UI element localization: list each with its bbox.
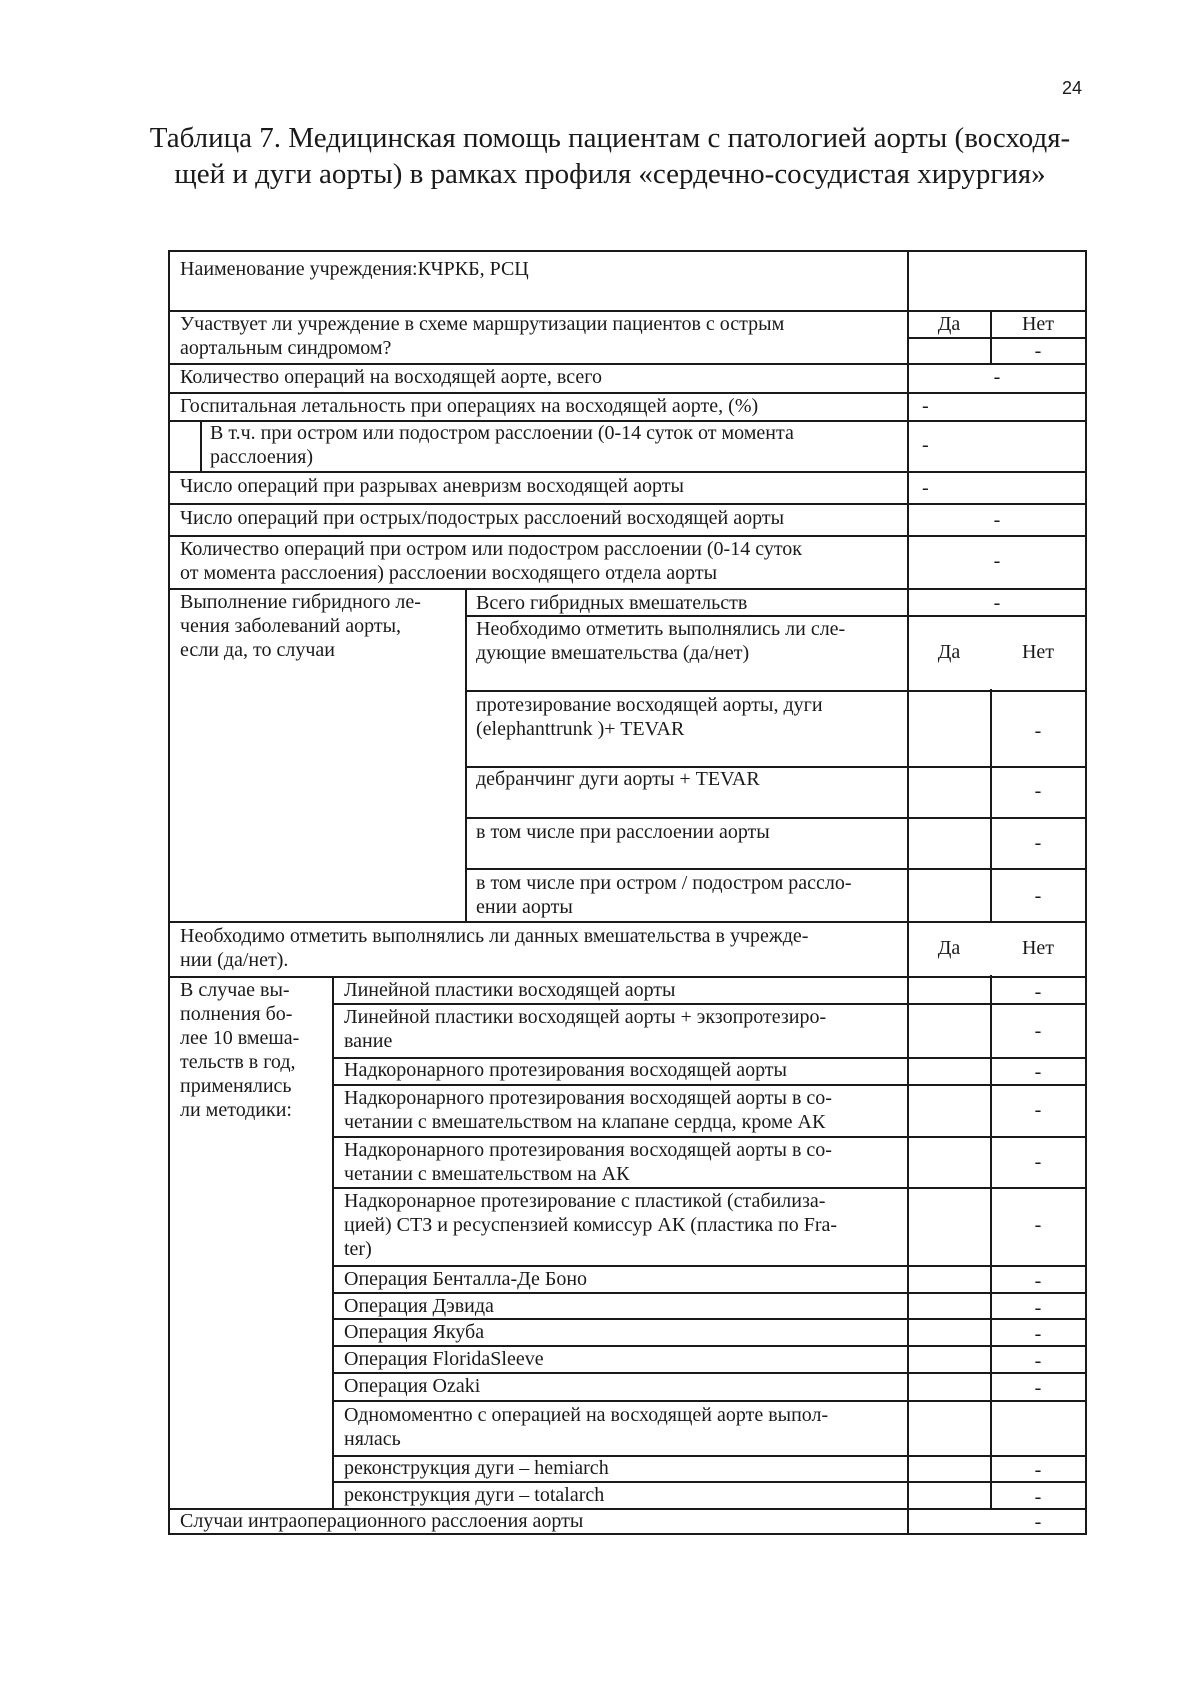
method-1-label: Линейной пластики восходящей аорты bbox=[344, 979, 676, 1001]
method-8-value: - bbox=[1034, 1297, 1042, 1319]
page-number: 24 bbox=[1062, 78, 1083, 98]
hybrid-yes-header: Да bbox=[937, 641, 961, 663]
method-9-label: Операция Якуба bbox=[344, 1321, 485, 1343]
table-border-bottom bbox=[168, 1533, 1086, 1535]
hybrid-label-line-1: Выполнение гибридного ле- bbox=[180, 591, 421, 613]
mortality-label: Госпитальная летальность при операциях на восходящей аорте, (%) bbox=[180, 395, 759, 417]
hybrid-total-label: Всего гибридных вмешательств bbox=[476, 592, 748, 614]
method-6-value: - bbox=[1034, 1214, 1042, 1236]
hybrid-row-3-value: - bbox=[1034, 832, 1042, 854]
method-1-value: - bbox=[1034, 981, 1042, 1003]
hybrid-label-line-2: чения заболеваний аорты, bbox=[180, 615, 402, 637]
needed-line-2: нии (да/нет). bbox=[180, 949, 289, 971]
hybrid-row-4-value: - bbox=[1034, 885, 1042, 907]
routing-yes-header: Да bbox=[937, 313, 961, 335]
method-4-line-2: четании с вмешательством на клапане сердца, кроме АК bbox=[344, 1111, 826, 1133]
hybrid-row-1-line-2: (elephanttrunk )+ TEVAR bbox=[476, 718, 685, 740]
ops-ascending-label: Количество операций на восходящей аорте, всего bbox=[180, 366, 602, 388]
acute-count-value: - bbox=[993, 550, 1001, 572]
page-title bbox=[130, 120, 1090, 192]
method-6-line-1: Надкоронарное протезирование с пластикой (стабилиза- bbox=[344, 1190, 826, 1212]
intraop-label: Случаи интраоперационного расслоения аорты bbox=[180, 1510, 584, 1532]
hybrid-row-1-value: - bbox=[1034, 720, 1042, 742]
acute-count-line-2: от момента расслоения) расслоении восходящего отдела аорты bbox=[180, 562, 718, 584]
method-11-value: - bbox=[1034, 1377, 1042, 1399]
hybrid-row-2-label: дебранчинг дуги аорты + TEVAR bbox=[476, 768, 760, 790]
hybrid-note-line-1: Необходимо отметить выполнялись ли сле- bbox=[476, 618, 846, 640]
method-11-label: Операция Ozaki bbox=[344, 1375, 481, 1397]
hybrid-row-2-value: - bbox=[1034, 780, 1042, 802]
title-line-2: щей и дуги аорты) в рамках профиля «сердечно-сосудистая хирургия» bbox=[174, 158, 1046, 190]
hybrid-total-value: - bbox=[993, 592, 1001, 614]
method-3-value: - bbox=[1034, 1061, 1042, 1083]
methods-label-line-3: лее 10 вмеша- bbox=[180, 1027, 300, 1049]
method-2-line-1: Линейной пластики восходящей аорты + экзопротезиро- bbox=[344, 1006, 827, 1028]
table-border-right bbox=[1085, 250, 1087, 1535]
acute-count-line-1: Количество операций при остром или подостром расслоении (0-14 суток bbox=[180, 538, 803, 560]
hybrid-row-4-line-1: в том числе при остром / подостром рассло- bbox=[476, 872, 852, 894]
rupture-value: - bbox=[922, 477, 929, 499]
method-7-label: Операция Бенталла-Де Боно bbox=[344, 1268, 588, 1290]
table-border-left bbox=[168, 250, 170, 1535]
acute-dissection-label: Число операций при острых/подострых расслоений восходящей аорты bbox=[180, 507, 785, 529]
method-5-value: - bbox=[1034, 1151, 1042, 1173]
method-14-value: - bbox=[1034, 1486, 1042, 1508]
method-12-line-2: нялась bbox=[344, 1428, 401, 1450]
hybrid-note-line-2: дующие вмешательства (да/нет) bbox=[476, 642, 750, 664]
institution-name: Наименование учреждения:КЧРКБ, РСЦ bbox=[180, 258, 529, 280]
method-6-line-3: ter) bbox=[344, 1238, 372, 1260]
methods-label-line-5: применялись bbox=[180, 1075, 292, 1097]
method-5-line-2: четании с вмешательством на АК bbox=[344, 1163, 630, 1185]
hybrid-label-line-3: если да, то случаи bbox=[180, 639, 335, 661]
method-4-value: - bbox=[1034, 1099, 1042, 1121]
methods-label-line-4: тельств в год, bbox=[180, 1051, 296, 1073]
method-13-label: реконструкция дуги – hemiarch bbox=[344, 1457, 609, 1479]
routing-question-line-2: аортальным синдромом? bbox=[180, 337, 392, 359]
method-12-line-1: Одномоментно с операцией на восходящей аорте выпол- bbox=[344, 1404, 829, 1426]
rupture-label: Число операций при разрывах аневризм восходящей аорты bbox=[180, 475, 684, 497]
hybrid-no-header: Нет bbox=[1021, 641, 1055, 663]
method-8-label: Операция Дэвида bbox=[344, 1295, 494, 1317]
mortality-dissection-line-2: расслоения) bbox=[210, 446, 313, 468]
needed-no-header: Нет bbox=[1021, 937, 1055, 959]
methods-label-line-1: В случае вы- bbox=[180, 979, 290, 1001]
hybrid-row-1-line-1: протезирование восходящей аорты, дуги bbox=[476, 694, 823, 716]
needed-line-1: Необходимо отметить выполнялись ли данных вмешательства в учрежде- bbox=[180, 925, 809, 947]
method-14-label: реконструкция дуги – totalarch bbox=[344, 1484, 605, 1506]
table-border-top bbox=[168, 250, 1086, 252]
method-13-value: - bbox=[1034, 1459, 1042, 1481]
mortality-value: - bbox=[922, 395, 929, 417]
methods-label-line-6: ли методики: bbox=[180, 1099, 292, 1121]
methods-label-line-2: полнения бо- bbox=[180, 1003, 293, 1025]
method-4-line-1: Надкоронарного протезирования восходящей аорты в со- bbox=[344, 1087, 832, 1109]
method-2-line-2: вание bbox=[344, 1030, 393, 1052]
method-10-value: - bbox=[1034, 1350, 1042, 1372]
hybrid-row-4-line-2: ении аорты bbox=[476, 896, 573, 918]
method-6-line-2: цией) СТЗ и ресуспензией комиссур АК (пластика по Fra- bbox=[344, 1214, 838, 1236]
method-7-value: - bbox=[1034, 1270, 1042, 1292]
acute-dissection-value: - bbox=[993, 509, 1001, 531]
method-3-label: Надкоронарного протезирования восходящей аорты bbox=[344, 1059, 787, 1081]
hybrid-row-3-label: в том числе при расслоении аорты bbox=[476, 821, 770, 843]
intraop-value: - bbox=[1034, 1511, 1042, 1533]
mortality-dissection-value: - bbox=[922, 434, 929, 456]
title-line-1: Таблица 7. Медицинская помощь пациентам с патологией аорты (восходя- bbox=[149, 122, 1071, 154]
ops-ascending-value: - bbox=[993, 366, 1001, 388]
routing-answer: - bbox=[1034, 340, 1042, 362]
needed-yes-header: Да bbox=[937, 937, 961, 959]
method-5-line-1: Надкоронарного протезирования восходящей аорты в со- bbox=[344, 1139, 832, 1161]
routing-no-header: Нет bbox=[1021, 313, 1055, 335]
method-2-value: - bbox=[1034, 1020, 1042, 1042]
method-10-label: Операция FloridaSleeve bbox=[344, 1348, 544, 1370]
mortality-dissection-line-1: В т.ч. при остром или подостром расслоении (0-14 суток от момента bbox=[210, 422, 794, 444]
method-9-value: - bbox=[1034, 1323, 1042, 1345]
routing-question-line-1: Участвует ли учреждение в схеме маршрутизации пациентов с острым bbox=[180, 313, 785, 335]
